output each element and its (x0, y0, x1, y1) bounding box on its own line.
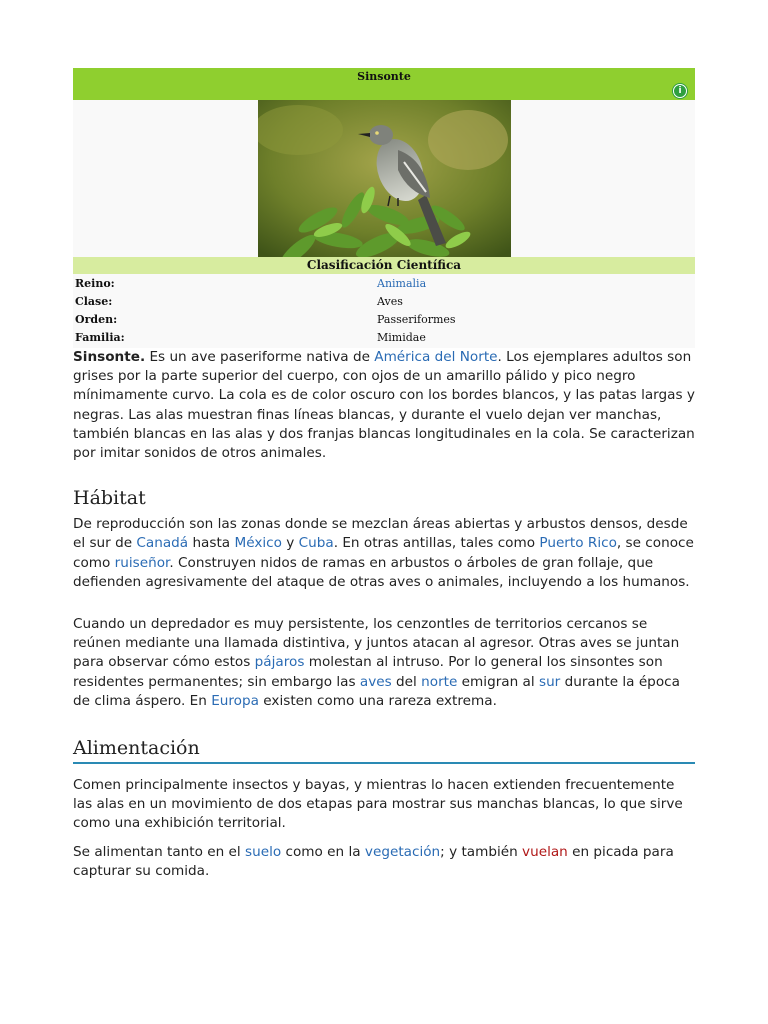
link-pajaros[interactable]: pájaros (254, 654, 305, 671)
link-canada[interactable]: Canadá (136, 535, 189, 552)
text: y (281, 535, 299, 552)
row-value: Aves (377, 295, 403, 308)
infobox (73, 68, 695, 348)
link-puerto-rico[interactable]: Puerto Rico (539, 535, 617, 552)
row-value: Passeriformes (377, 313, 456, 326)
link-america-del-norte[interactable]: América del Norte (374, 349, 498, 365)
text: . En otras antillas, tales como (333, 535, 540, 552)
row-key: Orden: (75, 313, 118, 326)
link-cuba[interactable]: Cuba (298, 535, 334, 552)
text: hasta (188, 535, 235, 552)
heading-habitat: Hábitat (73, 487, 146, 510)
mockingbird-photo[interactable] (258, 100, 511, 257)
text: existen como una rareza extrema. (258, 692, 497, 709)
infobox-title-bar (73, 68, 695, 100)
text: en picada para capturar su comida. (73, 843, 674, 879)
intro-bold-term: Sinsonte. (73, 349, 146, 365)
text: ; y también (440, 843, 523, 860)
reino-link[interactable]: Animalia (377, 277, 427, 290)
row-value: Mimidae (377, 331, 426, 344)
classification-table (73, 274, 695, 348)
infobox-image-area (73, 100, 695, 257)
text: emigran al (457, 673, 539, 690)
row-key: Clase: (75, 295, 113, 308)
alimentacion-paragraph-1: Comen principalmente insectos y bayas, y mientras lo hacen extienden frecuentemente las alas en un movimiento de dos etapas para mostrar sus manchas blancas, lo que sirve como una exhibición territorial. (73, 777, 683, 832)
link-sur[interactable]: sur (538, 673, 561, 690)
row-key: Familia: (75, 331, 125, 344)
text: . Construyen nidos de ramas en arbustos o árboles de gran follaje, que defienden agresivamente del ataque de otras aves o animales, incluyendo a los humanos. (73, 554, 690, 590)
text: como en la (281, 843, 365, 860)
link-suelo[interactable]: suelo (245, 843, 282, 860)
habitat-paragraph-1 (73, 515, 695, 592)
text: durante la época de clima áspero. En (73, 673, 680, 709)
classification-row-familia (73, 329, 695, 347)
classification-row-clase (73, 293, 695, 311)
text: molestan al intruso. Por lo general los sinsontes son residentes permanentes; sin embargo las (73, 654, 663, 690)
text: Es un ave paseriforme nativa de (145, 349, 375, 365)
text: Cuando un depredador es muy persistente, los cenzontles de territorios cercanos se reúnen mediante una llamada distintiva, y juntos atacan al agresor. Otras aves se juntan para observar cómo estos (73, 616, 680, 671)
heading-alimentacion: Alimentación (73, 737, 695, 764)
text: . Los ejemplares adultos son grises por la parte superior del cuerpo, con ojos de un amarillo pálido y pico negro mínimamente curvo. La cola es de color oscuro con los bordes blancos, y las patas largas y negras. Las alas muestran finas líneas blancas, y durante el vuelo dejan ver manchas, también blancas en las alas y dos franjas blancas longitudinales en la cola. Se caracterizan por imitar sonidos de otros animales. (73, 349, 695, 462)
alimentacion-paragraph-2 (73, 843, 695, 881)
classification-row-reino (73, 275, 695, 293)
habitat-paragraph-2 (73, 615, 695, 711)
row-key: Reino: (75, 277, 115, 290)
link-aves[interactable]: aves (359, 673, 392, 690)
infobox-title: Sinsonte (357, 70, 411, 83)
article (73, 68, 695, 881)
classification-row-orden (73, 311, 695, 329)
text: De reproducción son las zonas donde se mezclan áreas abiertas y arbustos densos, desde el sur de (73, 516, 688, 552)
text: , se conoce como (73, 535, 694, 571)
link-vegetacion[interactable]: vegetación (364, 843, 441, 860)
link-europa[interactable]: Europa (211, 692, 259, 709)
link-mexico[interactable]: México (234, 535, 282, 552)
text: del (391, 673, 422, 690)
text: Se alimentan tanto en el (73, 843, 246, 860)
classification-header: Clasificación Científica (73, 257, 695, 274)
info-icon[interactable]: i (673, 84, 687, 98)
intro-paragraph (73, 348, 695, 463)
link-vuelan-missing[interactable]: vuelan (522, 843, 568, 860)
link-norte[interactable]: norte (421, 673, 458, 690)
link-ruisenor[interactable]: ruiseñor (114, 554, 170, 571)
